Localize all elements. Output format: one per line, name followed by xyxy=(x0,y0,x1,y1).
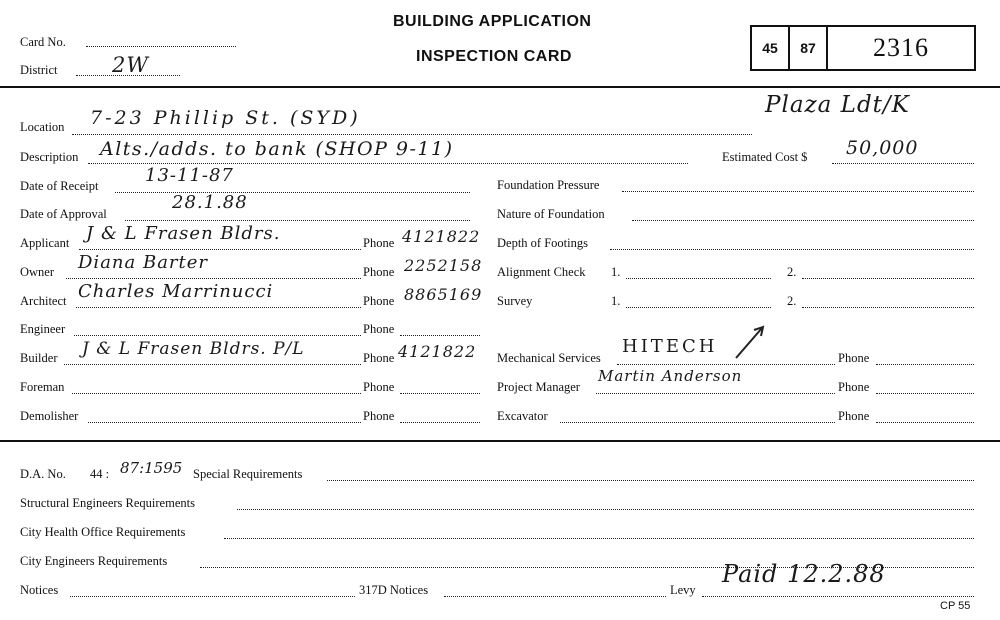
special-requirements-line xyxy=(327,480,974,481)
project-manager-value: Martin Anderson xyxy=(598,367,743,385)
foreman-line xyxy=(72,393,361,394)
receipt-line xyxy=(115,192,470,193)
da-no-value: 87:1595 xyxy=(120,459,183,477)
depth-footings-line xyxy=(610,249,974,250)
project-manager-label: Project Manager xyxy=(497,380,580,394)
architect-phone-value: 8865169 xyxy=(404,285,483,304)
nature-foundation-label: Nature of Foundation xyxy=(497,207,605,221)
description-label: Description xyxy=(20,150,79,164)
excavator-phone-label: Phone xyxy=(838,409,870,423)
builder-label: Builder xyxy=(20,351,58,365)
applicant-phone-value: 4121822 xyxy=(402,227,481,246)
alignment-num2: 2. xyxy=(787,265,797,279)
approval-line xyxy=(125,220,470,221)
title-building-application: BUILDING APPLICATION xyxy=(393,13,592,30)
engineer-phone-line xyxy=(400,335,480,336)
mechanical-services-line xyxy=(617,364,835,365)
317d-notices-line xyxy=(444,596,666,597)
owner-line xyxy=(66,278,361,279)
arrow-mark-icon xyxy=(732,322,772,362)
survey-num2: 2. xyxy=(787,294,797,308)
project-manager-phone-line xyxy=(876,393,974,394)
applicant-line xyxy=(79,249,361,250)
foundation-pressure-line xyxy=(622,191,974,192)
approval-value: 28.1.88 xyxy=(172,192,248,213)
city-health-line xyxy=(224,538,974,539)
foreman-phone-line xyxy=(400,393,480,394)
header-divider xyxy=(0,86,1000,88)
builder-line xyxy=(64,364,361,365)
architect-value: Charles Marrinucci xyxy=(78,281,274,302)
district-value: 2W xyxy=(112,53,149,77)
city-engineers-label: City Engineers Requirements xyxy=(20,554,168,568)
architect-line xyxy=(76,307,361,308)
engineer-line xyxy=(74,335,361,336)
owner-phone-value: 2252158 xyxy=(404,256,483,275)
da-no-prefix: 44 : xyxy=(90,467,110,481)
mechanical-phone-line xyxy=(876,364,974,365)
card-no-label: Card No. xyxy=(20,35,66,49)
survey-label: Survey xyxy=(497,294,533,308)
317d-notices-label: 317D Notices xyxy=(359,583,429,597)
excavator-label: Excavator xyxy=(497,409,548,423)
applicant-value: J & L Frasen Bldrs. xyxy=(86,223,281,244)
survey-line2 xyxy=(802,307,974,308)
structural-engineers-label: Structural Engineers Requirements xyxy=(20,496,195,510)
excavator-line xyxy=(560,422,835,423)
foreman-label: Foreman xyxy=(20,380,65,394)
notices-label: Notices xyxy=(20,583,59,597)
district-label: District xyxy=(20,63,58,77)
project-manager-line xyxy=(596,393,835,394)
location-label: Location xyxy=(20,120,65,134)
levy-label: Levy xyxy=(670,583,696,597)
demolisher-line xyxy=(88,422,361,423)
owner-phone-label: Phone xyxy=(363,265,395,279)
card-number: 2316 xyxy=(873,33,929,62)
special-requirements-label: Special Requirements xyxy=(193,467,303,481)
foreman-phone-label: Phone xyxy=(363,380,395,394)
structural-engineers-line xyxy=(237,509,974,510)
da-no-label: D.A. No. xyxy=(20,467,66,481)
demolisher-phone-label: Phone xyxy=(363,409,395,423)
lower-divider xyxy=(0,440,1000,442)
receipt-value: 13-11-87 xyxy=(145,165,234,186)
estimated-cost-label: Estimated Cost $ xyxy=(722,150,808,164)
engineer-phone-label: Phone xyxy=(363,322,395,336)
notices-line xyxy=(70,596,355,597)
owner-label: Owner xyxy=(20,265,55,279)
description-line xyxy=(88,163,688,164)
mechanical-services-value: HITECH xyxy=(622,336,718,357)
location-line xyxy=(72,134,752,135)
estimated-cost-line xyxy=(832,163,974,164)
approval-label: Date of Approval xyxy=(20,207,107,221)
levy-line xyxy=(702,596,974,597)
description-value: Alts./adds. to bank (SHOP 9-11) xyxy=(100,138,454,160)
location-value: 7-23 Phillip St. (SYD) xyxy=(90,107,361,129)
box-cell-1: 45 xyxy=(752,27,790,69)
card-no-line xyxy=(86,46,236,47)
box-cell-2: 87 xyxy=(790,27,828,69)
applicant-phone-label: Phone xyxy=(363,236,395,250)
architect-label: Architect xyxy=(20,294,67,308)
demolisher-phone-line xyxy=(400,422,480,423)
levy-value: Paid 12.2.88 xyxy=(722,560,886,588)
alignment-num1: 1. xyxy=(611,265,621,279)
depth-footings-label: Depth of Footings xyxy=(497,236,588,250)
survey-num1: 1. xyxy=(611,294,621,308)
demolisher-label: Demolisher xyxy=(20,409,79,423)
builder-phone-label: Phone xyxy=(363,351,395,365)
project-manager-phone-label: Phone xyxy=(838,380,870,394)
nature-foundation-line xyxy=(632,220,974,221)
engineer-label: Engineer xyxy=(20,322,66,336)
mechanical-services-label: Mechanical Services xyxy=(497,351,601,365)
mechanical-phone-label: Phone xyxy=(838,351,870,365)
builder-value: J & L Frasen Bldrs. P/L xyxy=(82,339,305,359)
applicant-label: Applicant xyxy=(20,236,70,250)
alignment-line1 xyxy=(626,278,771,279)
excavator-phone-line xyxy=(876,422,974,423)
title-inspection-card: INSPECTION CARD xyxy=(416,48,572,65)
architect-phone-label: Phone xyxy=(363,294,395,308)
plaza-note: Plaza Ldt/K xyxy=(765,92,910,118)
builder-phone-value: 4121822 xyxy=(398,342,477,361)
alignment-line2 xyxy=(802,278,974,279)
owner-value: Diana Barter xyxy=(78,252,209,273)
alignment-check-label: Alignment Check xyxy=(497,265,586,279)
foundation-pressure-label: Foundation Pressure xyxy=(497,178,600,192)
receipt-label: Date of Receipt xyxy=(20,179,99,193)
city-health-label: City Health Office Requirements xyxy=(20,525,186,539)
survey-line1 xyxy=(626,307,771,308)
form-code: CP 55 xyxy=(940,600,971,612)
estimated-cost-value: 50,000 xyxy=(846,137,919,159)
card-number-box xyxy=(750,25,976,71)
